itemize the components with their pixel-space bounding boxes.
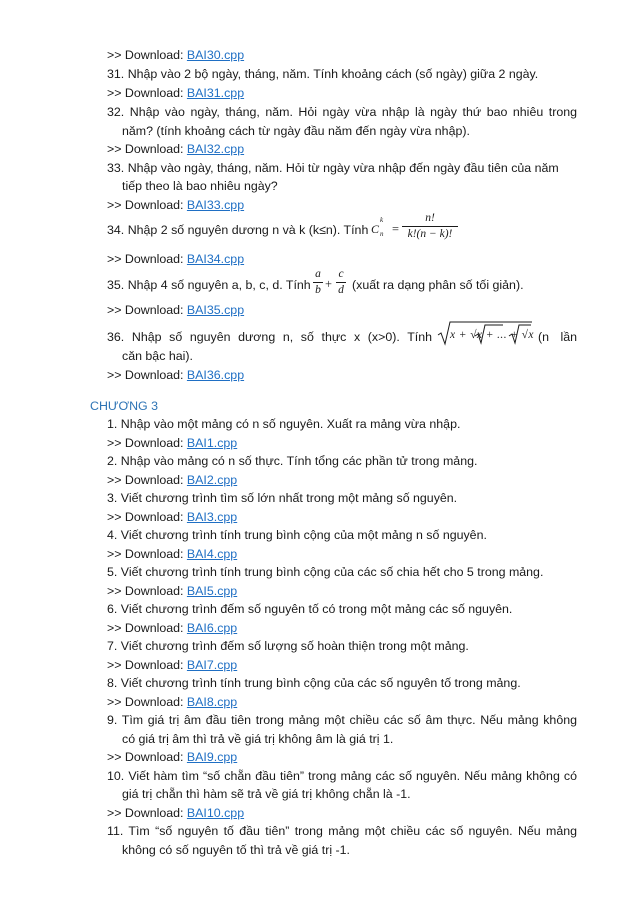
exercise-text: Nhập vào ngày, tháng, năm. Hỏi ngày vừa nhập là ngày thứ bao nhiêu trong [129,105,577,119]
download-link-bai8[interactable]: BAI8.cpp [186,695,238,709]
exercise-number: 3. [107,491,118,505]
download-prefix: >> Download: [107,86,187,100]
download-line-c3-3 [107,509,237,525]
fraction-c: c [338,268,344,280]
download-prefix: >> Download: [107,473,187,487]
exercise-text: năm? (tính khoảng cách từ ngày đầu năm đến ngày vừa nhập). [122,124,470,138]
exercise-33-cont [122,178,278,194]
download-prefix: >> Download: [107,510,187,524]
download-prefix: >> Download: [107,750,187,764]
exercise-c3-5 [107,564,543,580]
formula-lhs: C [371,222,380,236]
exercise-number: 7. [107,639,118,653]
download-prefix: >> Download: [107,436,187,450]
exercise-text: có giá trị âm thì trả về giá trị không âm là giá trị 1. [122,732,394,746]
exercise-number: 9. [107,713,118,727]
exercise-text: Tìm giá trị âm đầu tiên trong mảng một chiều các số âm thực. Nếu mảng không [121,713,577,727]
exercise-text: Viết chương trình tính trung bình cộng của các số chia hết cho 5 trong mảng. [120,565,544,579]
exercise-number: 34. [107,223,125,237]
exercise-36-tail [538,329,577,345]
exercise-35-tail [352,277,524,293]
download-line-33 [107,197,244,213]
download-prefix: >> Download: [107,547,187,561]
fraction-c-d [336,268,346,297]
exercise-text: Nhập 2 số nguyên dương n và k (k≤n). Tính [127,223,369,237]
download-prefix: >> Download: [107,695,187,709]
download-prefix: >> Download: [107,658,187,672]
exercise-text: Nhập vào 2 bộ ngày, tháng, năm. Tính khoảng cách (số ngày) giữa 2 ngày. [127,67,539,81]
formula-fraction [402,212,458,241]
exercise-number: 36. [107,330,125,344]
exercise-c3-8 [107,675,521,691]
formula-plus: + [325,277,332,291]
download-line-34 [107,251,244,267]
download-prefix: >> Download: [107,48,187,62]
exercise-32 [107,104,577,120]
download-prefix: >> Download: [107,252,187,266]
download-prefix: >> Download: [107,806,187,820]
download-line-c3-2 [107,472,237,488]
exercise-number: 33. [107,161,125,175]
exercise-number: 32. [107,105,125,119]
exercise-number: 8. [107,676,118,690]
download-line-c3-1 [107,435,237,451]
fraction-d: d [338,284,344,296]
download-link-bai35[interactable]: BAI35.cpp [186,303,245,317]
download-line-36 [107,367,244,383]
exercise-c3-9-cont [122,731,393,747]
download-link-bai32[interactable]: BAI32.cpp [186,142,245,156]
download-link-bai9[interactable]: BAI9.cpp [186,750,238,764]
exercise-number: 2. [107,454,118,468]
exercise-c3-2 [107,453,477,469]
exercise-text: Viết hàm tìm “số chẵn đầu tiên” trong mảng các số nguyên. Nếu mảng không có [128,769,577,783]
exercise-31 [107,66,538,82]
download-prefix: >> Download: [107,142,187,156]
download-prefix: >> Download: [107,198,187,212]
download-line-c3-4 [107,546,237,562]
download-link-bai4[interactable]: BAI4.cpp [186,547,238,561]
exercise-text: căn bậc hai). [122,349,193,363]
fraction-b: b [315,284,321,296]
download-link-bai3[interactable]: BAI3.cpp [186,510,238,524]
fraction-bar [402,226,458,227]
exercise-c3-10-cont [122,786,411,802]
exercise-number: 11. [107,824,124,838]
exercise-text: Nhập vào mảng có n số thực. Tính tổng các phần tử trong mảng. [120,454,478,468]
download-prefix: >> Download: [107,368,187,382]
download-line-c3-8 [107,694,237,710]
download-line-c3-10 [107,805,244,821]
download-link-bai7[interactable]: BAI7.cpp [186,658,238,672]
formula-denominator: k!(n − k)! [407,228,453,240]
exercise-text: Tìm “số nguyên tố đầu tiên” trong mảng một chiều các số nguyên. Nếu mảng [128,824,578,838]
download-link-bai2[interactable]: BAI2.cpp [186,473,238,487]
download-link-bai30[interactable]: BAI30.cpp [186,48,245,62]
exercise-c3-4 [107,527,487,543]
exercise-text: (n lần [538,330,577,344]
download-link-bai5[interactable]: BAI5.cpp [186,584,238,598]
download-prefix: >> Download: [107,303,187,317]
formula-numerator: n! [425,212,435,224]
download-link-bai34[interactable]: BAI34.cpp [186,252,245,266]
exercise-c3-1 [107,416,460,432]
exercise-text: Viết chương trình tìm số lớn nhất trong một mảng số nguyên. [120,491,458,505]
fraction-a: a [315,268,321,280]
exercise-c3-11 [107,823,577,839]
formula-sub: n [380,230,384,238]
exercise-text: Nhập 4 số nguyên a, b, c, d. Tính [127,278,311,292]
exercise-text: (xuất ra dạng phân số tối giản). [352,278,524,292]
exercise-c3-6 [107,601,512,617]
download-line-32 [107,141,244,157]
exercise-c3-9 [107,712,577,728]
download-line-c3-5 [107,583,237,599]
formula-equals: = [392,222,399,236]
exercise-35 [107,277,311,293]
exercise-34 [107,222,368,238]
exercise-text: không có số nguyên tố thì trả về giá trị -1. [122,843,350,857]
download-prefix: >> Download: [107,621,187,635]
download-link-bai31[interactable]: BAI31.cpp [186,86,245,100]
exercise-number: 1. [107,417,118,431]
download-line-35 [107,302,244,318]
exercise-number: 4. [107,528,118,542]
download-line-31 [107,85,244,101]
download-link-bai33[interactable]: BAI33.cpp [186,198,245,212]
download-link-bai36[interactable]: BAI36.cpp [186,368,245,382]
download-prefix: >> Download: [107,584,187,598]
fraction-bar [336,282,346,283]
exercise-c3-3 [107,490,457,506]
download-line-c3-7 [107,657,237,673]
download-line-30 [107,47,244,63]
exercise-33 [107,160,559,176]
download-line-c3-6 [107,620,237,636]
exercise-number: 10. [107,769,125,783]
chapter-heading: CHƯƠNG 3 [90,399,159,413]
exercise-36 [107,329,432,345]
download-link-bai6[interactable]: BAI6.cpp [186,621,238,635]
exercise-32-cont [122,123,470,139]
exercise-text: Nhập số nguyên dương n, số thực x (x>0). Tính [131,330,432,344]
exercise-c3-11-cont [122,842,350,858]
download-link-bai10[interactable]: BAI10.cpp [186,806,245,820]
download-link-bai1[interactable]: BAI1.cpp [186,436,238,450]
exercise-number: 31. [107,67,125,81]
exercise-text: tiếp theo là bao nhiêu ngày? [122,179,278,193]
exercise-number: 35. [107,278,125,292]
exercise-text: Viết chương trình tính trung bình cộng của một mảng n số nguyên. [120,528,487,542]
exercise-c3-10 [107,768,577,784]
formula-expression: x + √x + ... + √x [450,329,534,341]
exercise-text: Viết chương trình đếm số lượng số hoàn thiện trong một mảng. [120,639,469,653]
exercise-36-cont [122,348,193,364]
exercise-text: Viết chương trình tính trung bình cộng của các số nguyên tố trong mảng. [120,676,521,690]
exercise-text: Nhập vào một mảng có n số nguyên. Xuất ra mảng vừa nhập. [120,417,461,431]
exercise-number: 5. [107,565,118,579]
exercise-c3-7 [107,638,469,654]
download-line-c3-9 [107,749,237,765]
exercise-number: 6. [107,602,118,616]
fraction-a-b [313,268,323,297]
exercise-text: Nhập vào ngày, tháng, năm. Hỏi từ ngày vừa nhập đến ngày đầu tiên của năm [127,161,559,175]
fraction-bar [313,282,323,283]
exercise-text: Viết chương trình đếm số nguyên tố có trong một mảng các số nguyên. [120,602,513,616]
formula-sup: k [380,216,384,224]
exercise-text: giá trị chẵn thì hàm sẽ trả về giá trị không chẵn là -1. [122,787,411,801]
